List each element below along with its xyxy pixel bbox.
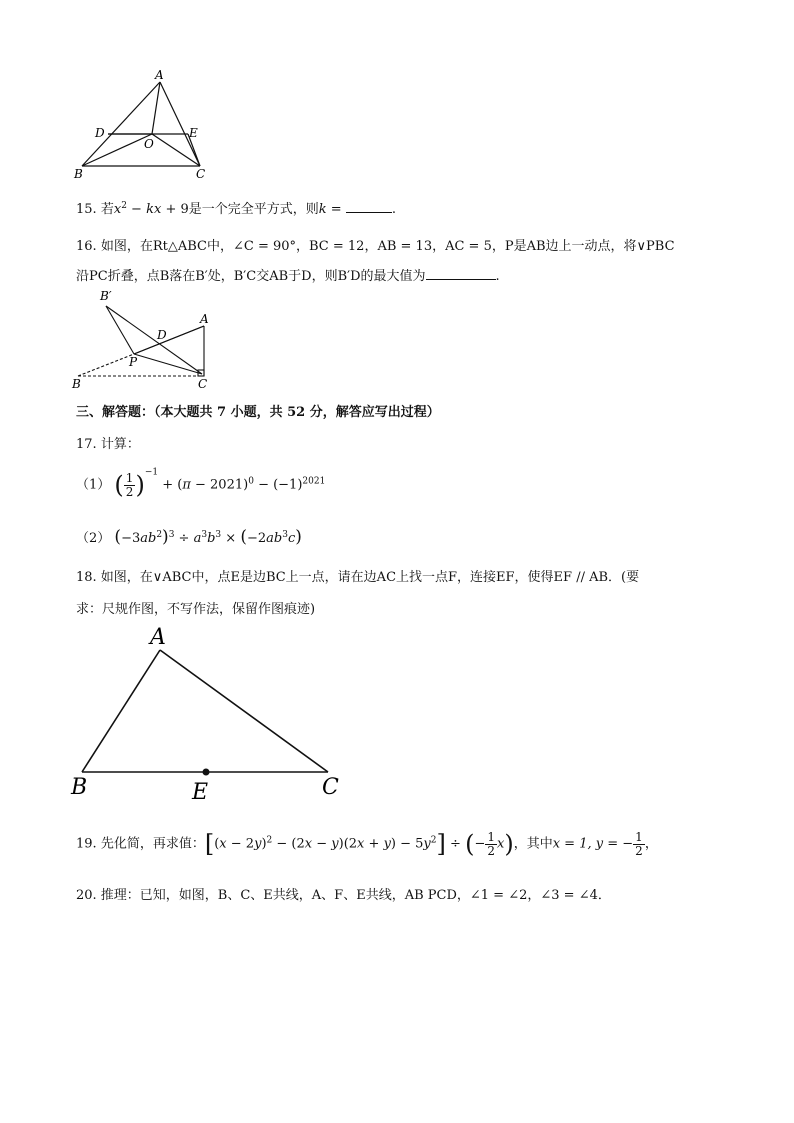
answer-blank[interactable] xyxy=(426,267,496,280)
point-label-P: P xyxy=(129,355,138,369)
question-18-line2: 求：尺规作图，不写作法，保留作图痕迹) xyxy=(76,602,316,617)
question-17-title: 17. 计算： xyxy=(76,437,140,452)
question-16-line1: 16. 如图，在Rt△ABC中，∠C = 90°，BC = 12，AB = 13，AC = 5，P是AB边上一动点，将∨PBC xyxy=(76,239,675,254)
triangle-figure-large xyxy=(66,622,356,808)
point-label-E: E xyxy=(192,780,209,805)
point-label-E: E xyxy=(189,126,198,140)
section-heading: 三、解答题：（本大题共 7 小题，共 52 分，解答应写出过程） xyxy=(76,405,440,420)
question-17-part1: （1） ( $\frac{1}{2}$ )$^{-1} + (\pi - 2021)^0 - (-1)^{2021}$ xyxy=(76,467,326,499)
point-label-B-prime: B′ xyxy=(100,289,112,303)
question-18-line1: 18. 如图，在∨ABC中，点E是边BC上一点，请在边AC上找一点F，连接EF，使得EF // AB．(要 xyxy=(76,570,640,585)
point-label-A: A xyxy=(155,68,164,82)
question-16-line2: 沿PC折叠，点B落在B′处，B′C交AB于D，则B′D的最大值为 . xyxy=(76,269,500,284)
point-label-O: O xyxy=(144,137,154,151)
question-17-part2: （2） $(-3ab^2)^3 \div a^3b^3 \times (-2ab^3c)$ xyxy=(76,527,302,547)
point-label-D: D xyxy=(95,126,105,140)
question-19: 19. 先化简，再求值：$[(x - 2y)^2 - (2x - y)(2x + y) - 5y^2]$ ÷ (− $\frac{1}{2}$ x)，其中x = 1, y = − $\frac{1}{2}$ ， xyxy=(76,829,658,858)
point-label-C: C xyxy=(322,775,339,800)
point-label-C: C xyxy=(196,167,206,181)
point-label-C: C xyxy=(198,377,208,391)
point-E-marker xyxy=(203,769,210,776)
point-label-A: A xyxy=(150,625,166,650)
point-label-A: A xyxy=(200,312,209,326)
point-label-D: D xyxy=(157,328,167,342)
question-20: 20. 推理：已知，如图，B、C、E共线，A、F、E共线，AB PCD，∠1 = ∠2，∠3 = ∠4． xyxy=(76,888,611,903)
question-15: 15. 若$x^2$ − kx + 9是一个完全平方式，则k = . xyxy=(76,201,396,217)
triangle-figure-top xyxy=(70,64,220,184)
fold-figure xyxy=(68,286,218,392)
point-label-B: B xyxy=(72,377,81,391)
point-label-B: B xyxy=(71,775,88,800)
point-label-B: B xyxy=(74,167,83,181)
answer-blank[interactable] xyxy=(346,200,392,213)
